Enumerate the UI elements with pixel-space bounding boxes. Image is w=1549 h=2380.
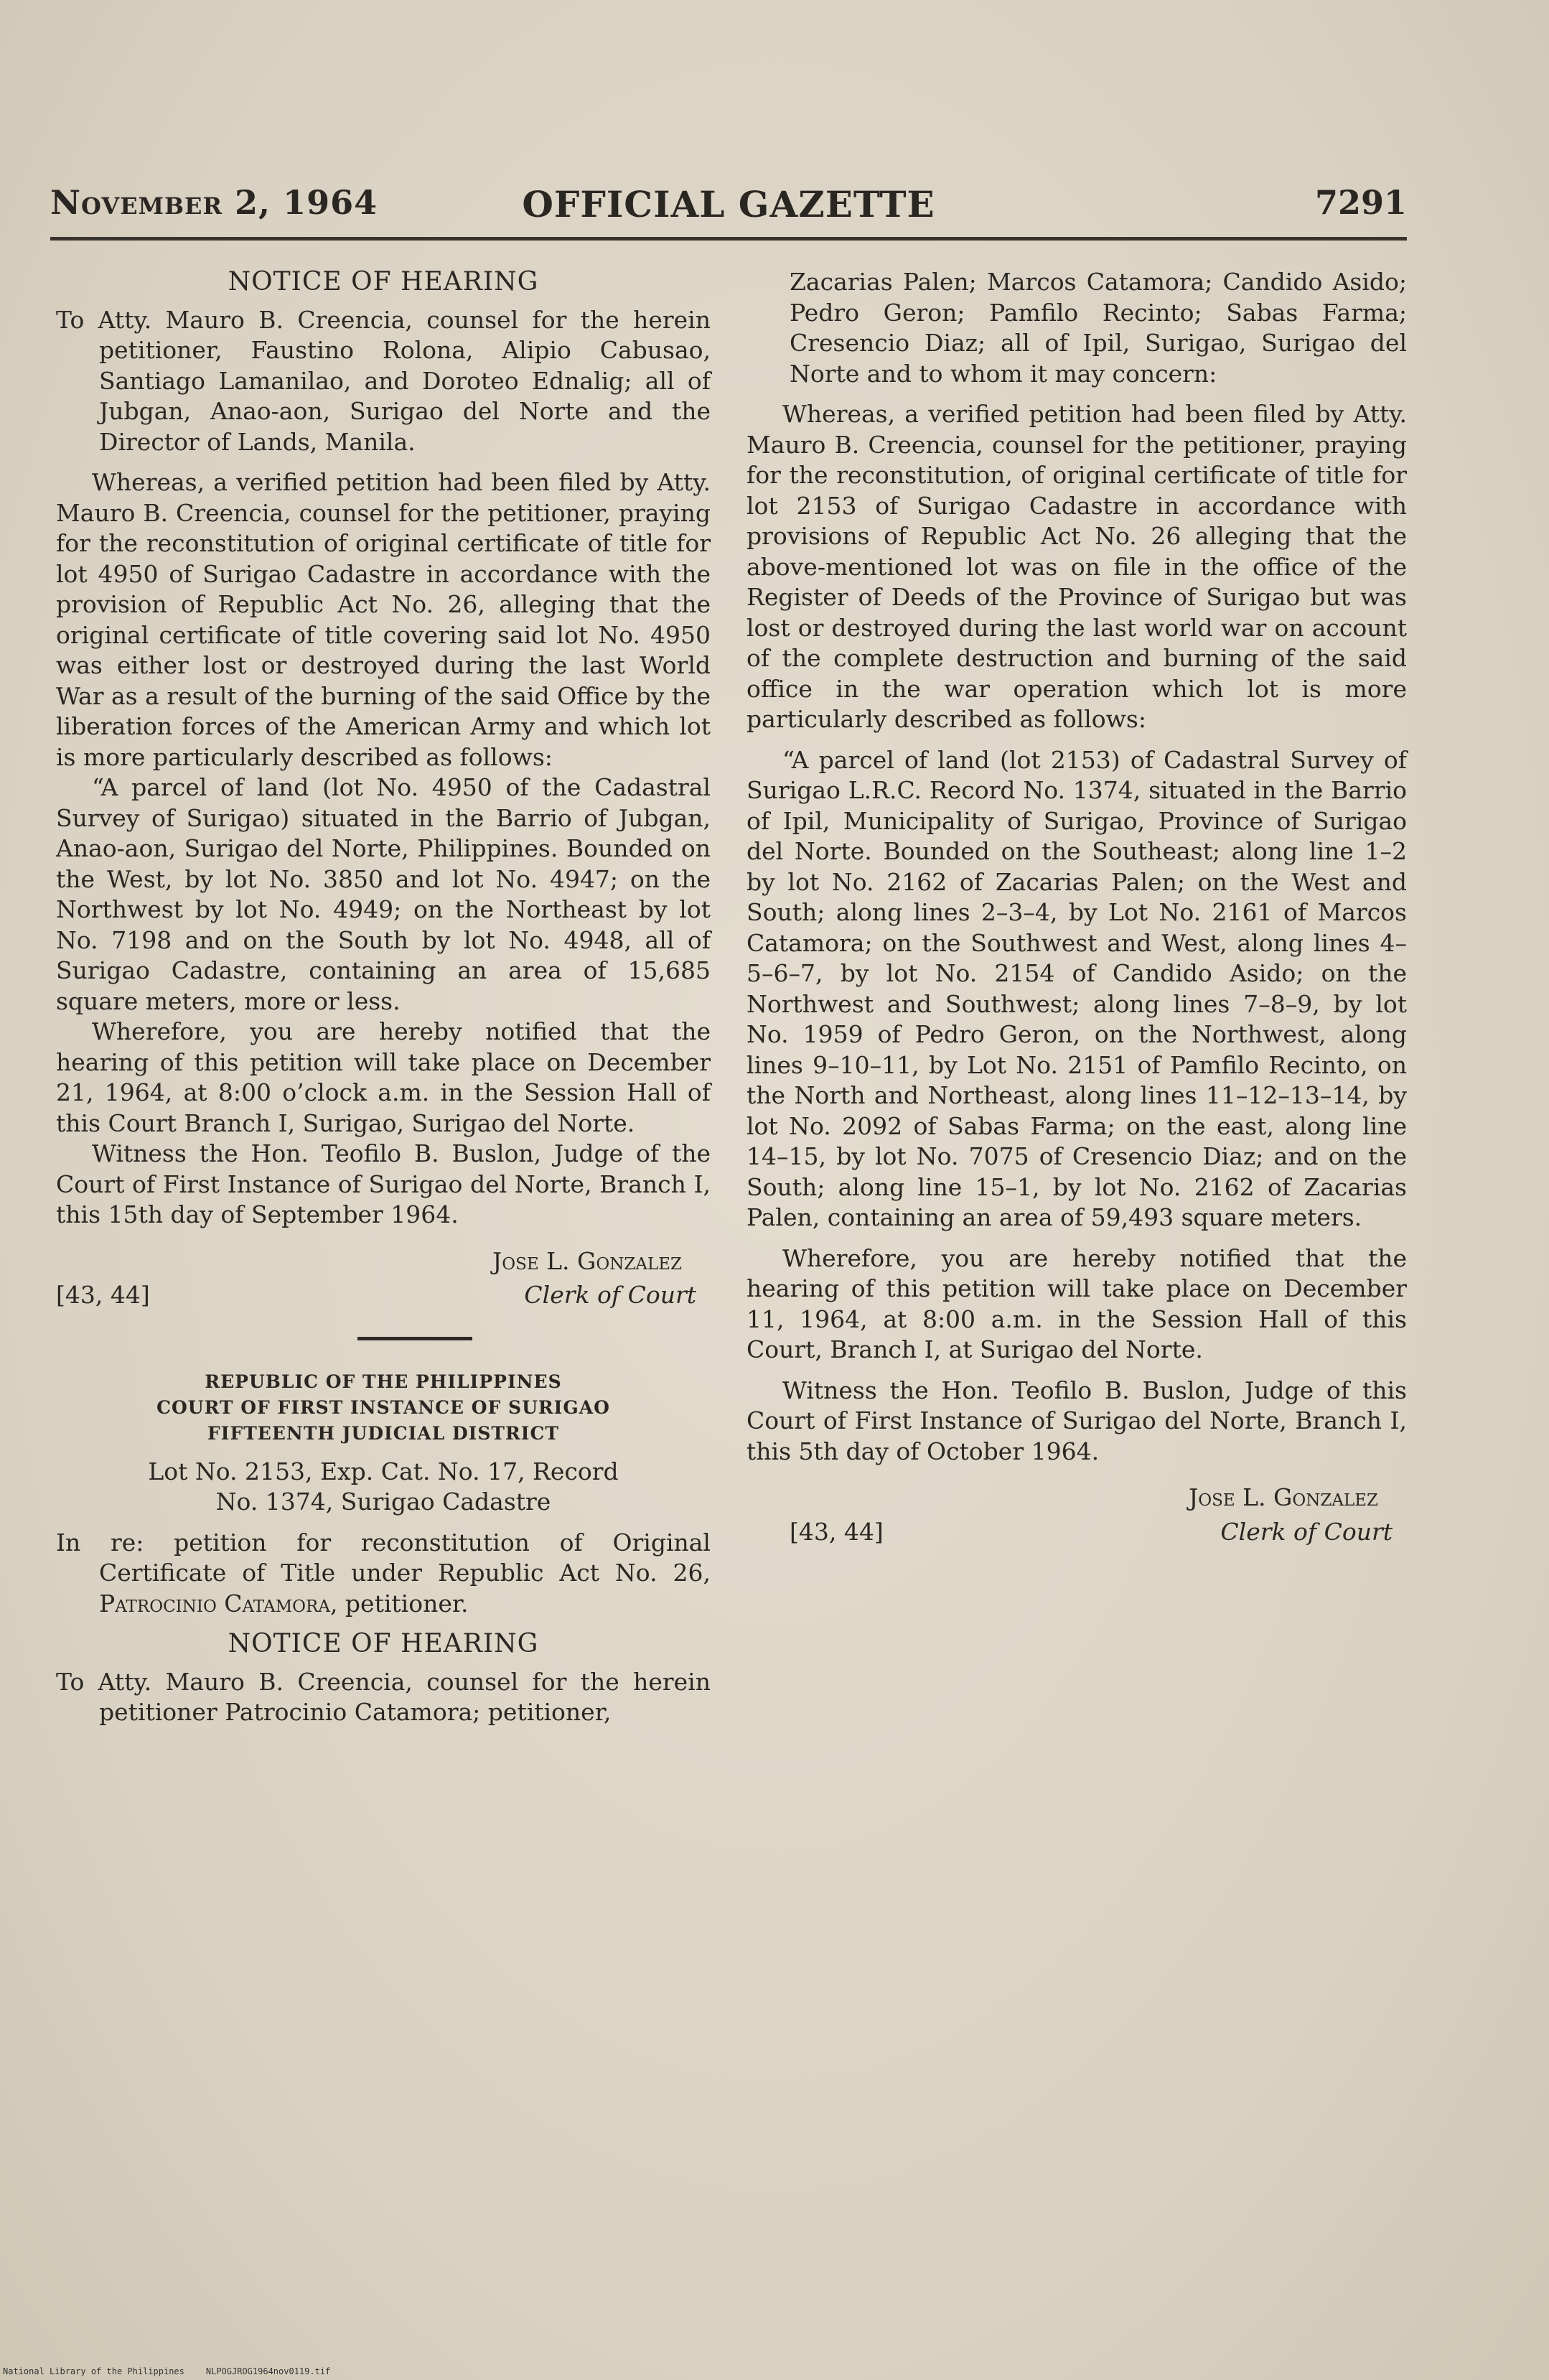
- issue-date: November 2, 1964: [50, 183, 378, 222]
- land-description: “A parcel of land (lot No. 4950 of the Cadastral Survey of Surigao) situated in the Barrio of Jubgan, Anao-aon, Surigao del Norte, Philippines. Bounded on the West, by lot No. 3850 and lot No. 4947; on the Northwest by lot No. 4949; on the Northeast by lot No. 7198 and on the South by lot No. 4948, all of Surigao Cadastre, containing an area of 15,685 square meters, more or less.: [56, 773, 711, 1015]
- signature-block: [56, 1246, 711, 1311]
- library-credit: National Library of the Philippines: [3, 2366, 184, 2376]
- petitioner-suffix: , petitioner.: [329, 1589, 469, 1618]
- in-re-text: In re: petition for reconstitution of Original Certificate of Title under Republic Act No. 26,: [56, 1528, 711, 1587]
- reference-number: [43, 44]: [790, 1517, 884, 1546]
- scan-filename: NLPOGJROG1964nov0119.tif: [205, 2366, 331, 2376]
- page-header: [50, 183, 1407, 233]
- notice-addressees: To Atty. Mauro B. Creencia, counsel for the herein petitioner Patrocinio Catamora; petitioner,: [56, 1667, 711, 1726]
- court-header-line: COURT OF FIRST INSTANCE OF SURIGAO: [156, 1396, 610, 1418]
- section-divider: [357, 1337, 472, 1340]
- land-description: “A parcel of land (lot 2153) of Cadastral Survey of Surigao L.R.C. Record No. 1374, situated in the Barrio of Ipil, Municipality of Surigao, Province of Surigao del Norte. Bounded on the Southeast; along line 1–2 by lot No. 2162 of Zacarias Palen; on the West and South; along lines 2–3–4, by Lot No. 2161 of Marcos Catamora; on the Southwest and West, along lines 4–5–6–7, by lot No. 2154 of Candido Asido; on the Northwest and Southwest; along lines 7–8–9, by lot No. 1959 of Pedro Geron, on the Northwest, along lines 9–10–11, by Lot No. 2151 of Pamfilo Recinto, on the North and Northeast, along lines 11–12–13–14, by lot No. 2092 of Sabas Farma; on the east, along line 14–15, by lot No. 7075 of Cresencio Diaz; and on the South; along line 15–1, by lot No. 2162 of Zacarias Palen, containing an area of 59,493 square meters.: [747, 745, 1407, 1231]
- case-caption: No. 1374, Surigao Cadastre: [215, 1488, 551, 1516]
- reference-number: [43, 44]: [56, 1281, 150, 1309]
- publication-title: OFFICIAL GAZETTE: [522, 183, 935, 225]
- petitioner-name: Patrocinio Catamora: [99, 1589, 330, 1618]
- scan-footer: [3, 2366, 330, 2376]
- signer-title: Clerk of Court: [524, 1281, 696, 1309]
- whereas-paragraph: Whereas, a verified petition had been filed by Atty. Mauro B. Creencia, counsel for the petitioner, praying for the reconstitution, of original certificate of title for lot 2153 of Surigao Cadastre in accordance with provisions of Republic Act No. 26 alleging that the above-mentioned lot was on file in the office of the Register of Deeds of the Province of Surigao but was lost or destroyed during the last world war on account of the complete destruction and burning of the said office in the war operation which lot is more particularly described as follows:: [747, 400, 1407, 733]
- witness-paragraph: Witness the Hon. Teofilo B. Buslon, Judge of this Court of First Instance of Surigao del Norte, Branch I, this 5th day of October 1964.: [747, 1376, 1407, 1465]
- court-header-line: REPUBLIC OF THE PHILIPPINES: [205, 1371, 562, 1392]
- wherefore-paragraph: Wherefore, you are hereby notified that the hearing of this petition will take place on December 21, 1964, at 8:00 o’clock a.m. in the Session Hall of this Court Branch I, Surigao, Surigao del Norte.: [56, 1017, 711, 1137]
- witness-paragraph: Witness the Hon. Teofilo B. Buslon, Judge of the Court of First Instance of Surigao del Norte, Branch I, this 15th day of September 1964.: [56, 1139, 711, 1228]
- notice-addressees-continued: Zacarias Palen; Marcos Catamora; Candido Asido; Pedro Geron; Pamfilo Recinto; Sabas Farma; Cresencio Diaz; all of Ipil, Surigao, Surigao del Norte and to whom it may concern:: [790, 268, 1407, 388]
- notice-addressees: To Atty. Mauro B. Creencia, counsel for the herein petitioner, Faustino Rolona, Alipio Cabusao, Santiago Lamanilao, and Doroteo Ednalig; all of Jubgan, Anao-aon, Surigao del Norte and the Director of Lands, Manila.: [56, 305, 711, 456]
- in-re-caption: [56, 1528, 711, 1620]
- signer-name: Jose L. Gonzalez: [1189, 1483, 1378, 1511]
- signer-title: Clerk of Court: [1220, 1517, 1393, 1546]
- wherefore-paragraph: Wherefore, you are hereby notified that the hearing of this petition will take place on December 11, 1964, at 8:00 a.m. in the Session Hall of this Court, Branch I, at Surigao del Norte.: [747, 1243, 1407, 1363]
- right-column: [747, 267, 1407, 1547]
- header-rule: [50, 237, 1407, 241]
- notice-heading: NOTICE OF HEARING: [228, 267, 539, 297]
- court-header-line: FIFTEENTH JUDICIAL DISTRICT: [207, 1422, 559, 1444]
- case-caption: Lot No. 2153, Exp. Cat. No. 17, Record: [148, 1457, 619, 1485]
- notice-heading: NOTICE OF HEARING: [228, 1629, 539, 1658]
- whereas-paragraph: Whereas, a verified petition had been filed by Atty. Mauro B. Creencia, counsel for the petitioner, praying for the reconstitution of original certificate of title for lot 4950 of Surigao Cadastre in accordance with the provision of Republic Act No. 26, alleging that the original certificate of title covering said lot No. 4950 was either lost or destroyed during the last World War as a result of the burning of the said Office by the liberation forces of the American Army and which lot is more particularly described as follows:: [56, 468, 711, 771]
- page-number: 7291: [1314, 183, 1407, 222]
- left-column: [56, 267, 711, 1728]
- signer-name: Jose L. Gonzalez: [492, 1246, 682, 1275]
- signature-block: [747, 1483, 1407, 1547]
